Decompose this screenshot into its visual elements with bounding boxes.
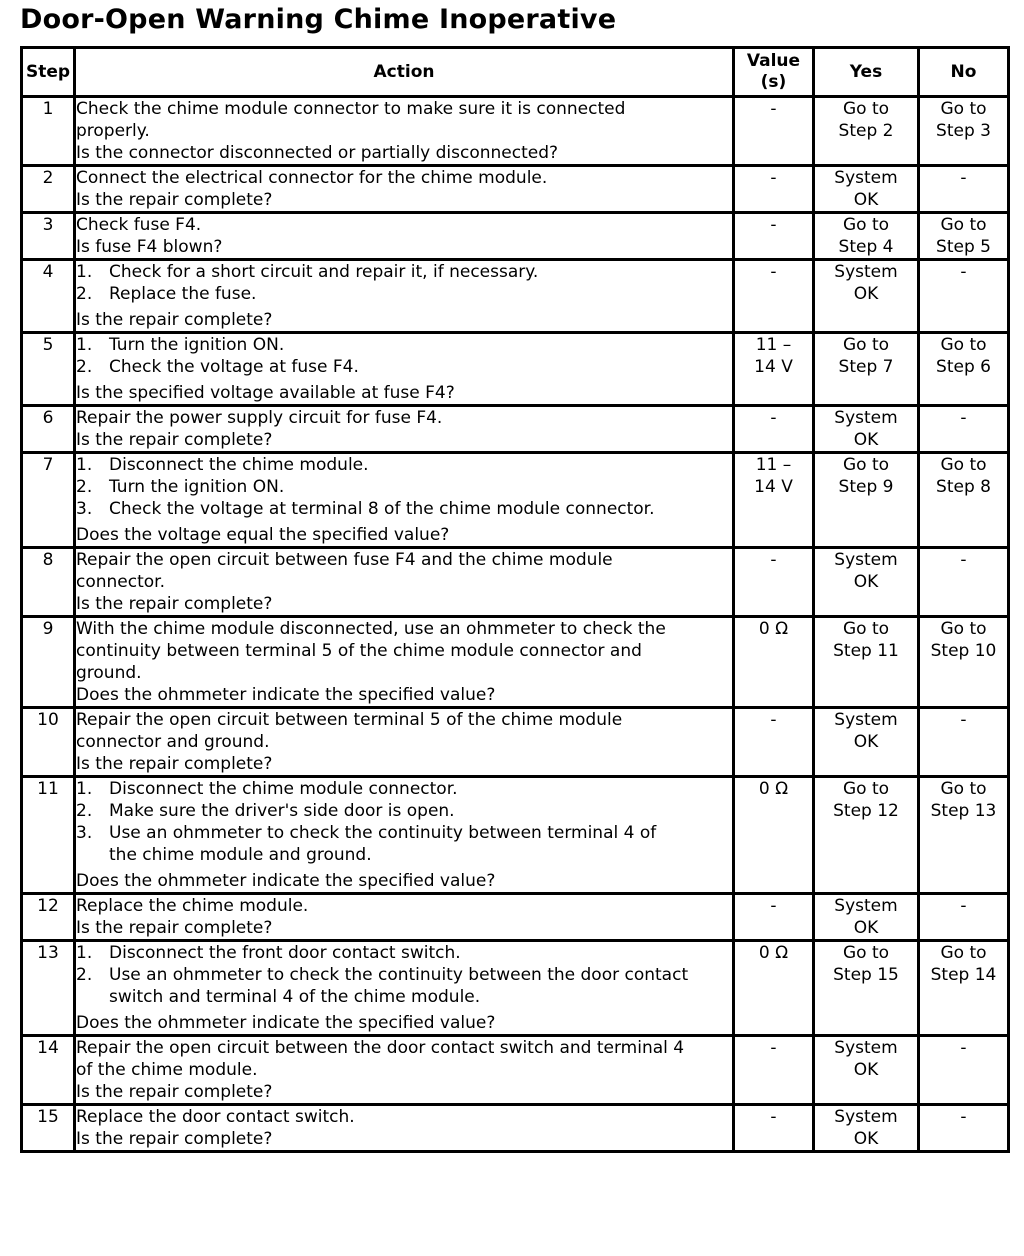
action-step-line: Replace the fuse. bbox=[109, 284, 257, 304]
yes-line: Go to bbox=[842, 619, 890, 639]
yes-line: Go to bbox=[842, 779, 890, 799]
value-cell bbox=[735, 709, 812, 775]
diagnostic-table bbox=[20, 46, 1010, 1153]
yes-line: OK bbox=[853, 1129, 879, 1149]
value-line: - bbox=[770, 896, 777, 916]
step-number-cell: 6 bbox=[23, 407, 73, 451]
value-line: 0 Ω bbox=[758, 619, 789, 639]
yes-cell bbox=[815, 214, 917, 258]
step-number-cell: 4 bbox=[23, 261, 73, 331]
table-row bbox=[23, 895, 1007, 939]
action-step-text bbox=[109, 498, 732, 520]
no-cell bbox=[920, 407, 1007, 451]
no-cell bbox=[920, 98, 1007, 164]
no-cell bbox=[920, 261, 1007, 331]
value-line: 11 – bbox=[755, 335, 792, 355]
header-step: Step bbox=[23, 49, 73, 95]
action-step-line: Use an ohmmeter to check the continuity between the door contact bbox=[109, 965, 689, 985]
value-line: - bbox=[770, 168, 777, 188]
no-cell bbox=[920, 942, 1007, 1034]
action-cell bbox=[76, 942, 732, 1034]
yes-line: Step 9 bbox=[838, 477, 894, 497]
table-row bbox=[23, 98, 1007, 164]
no-cell bbox=[920, 1037, 1007, 1103]
action-line: Check fuse F4. bbox=[76, 215, 202, 235]
action-cell bbox=[76, 167, 732, 211]
header-no: No bbox=[920, 49, 1007, 95]
yes-line: OK bbox=[853, 732, 879, 752]
table-body bbox=[23, 98, 1007, 1150]
action-line: Check the chime module connector to make sure it is connected bbox=[76, 99, 626, 119]
yes-line: OK bbox=[853, 284, 879, 304]
action-line: properly. bbox=[76, 121, 150, 141]
value-cell bbox=[735, 549, 812, 615]
no-line: Go to bbox=[940, 619, 987, 639]
yes-line: OK bbox=[853, 430, 879, 450]
action-step-line: Disconnect the front door contact switch. bbox=[109, 943, 461, 963]
action-line: With the chime module disconnected, use an ohmmeter to check the bbox=[76, 619, 666, 639]
no-line: - bbox=[960, 408, 967, 428]
value-line: 0 Ω bbox=[758, 779, 789, 799]
action-step-text bbox=[109, 800, 732, 822]
table-row bbox=[23, 407, 1007, 451]
action-line: Is the repair complete? bbox=[76, 430, 273, 450]
action-step-number: 1. bbox=[76, 335, 93, 355]
yes-line: System bbox=[834, 710, 898, 730]
action-question: Is the repair complete? bbox=[76, 310, 273, 330]
action-step-line: Use an ohmmeter to check the continuity between terminal 4 of bbox=[109, 823, 657, 843]
action-step-line: Disconnect the chime module. bbox=[109, 455, 369, 475]
no-line: Step 10 bbox=[930, 641, 997, 661]
action-step-line: Make sure the driver's side door is open. bbox=[109, 801, 455, 821]
action-line: Is the repair complete? bbox=[76, 1082, 273, 1102]
no-line: - bbox=[960, 262, 967, 282]
table-row bbox=[23, 214, 1007, 258]
action-step-line: Turn the ignition ON. bbox=[109, 477, 285, 497]
yes-cell bbox=[815, 261, 917, 331]
action-step-number: 1. bbox=[76, 943, 93, 963]
yes-line: System bbox=[834, 550, 898, 570]
yes-line: System bbox=[834, 168, 898, 188]
action-line: Is the repair complete? bbox=[76, 190, 273, 210]
yes-cell bbox=[815, 895, 917, 939]
value-cell bbox=[735, 1037, 812, 1103]
no-cell bbox=[920, 618, 1007, 706]
action-cell bbox=[76, 618, 732, 706]
yes-cell bbox=[815, 407, 917, 451]
table-row bbox=[23, 1037, 1007, 1103]
value-line: - bbox=[770, 1107, 777, 1127]
no-line: Go to bbox=[940, 455, 987, 475]
action-step-text bbox=[109, 454, 732, 476]
action-step-line: Turn the ignition ON. bbox=[109, 335, 285, 355]
action-step-number: 1. bbox=[76, 455, 93, 475]
header-action: Action bbox=[76, 49, 732, 95]
action-line: connector and ground. bbox=[76, 732, 270, 752]
yes-line: OK bbox=[853, 572, 879, 592]
no-cell bbox=[920, 214, 1007, 258]
yes-line: System bbox=[834, 1038, 898, 1058]
action-cell bbox=[76, 1037, 732, 1103]
action-step-item bbox=[76, 454, 732, 476]
no-line: Go to bbox=[940, 99, 987, 119]
value-cell bbox=[735, 167, 812, 211]
table-row bbox=[23, 261, 1007, 331]
value-cell bbox=[735, 618, 812, 706]
action-cell bbox=[76, 454, 732, 546]
yes-line: Go to bbox=[842, 335, 890, 355]
action-step-number: 3. bbox=[76, 499, 93, 519]
table-row bbox=[23, 778, 1007, 892]
action-step-item bbox=[76, 778, 732, 800]
yes-line: Go to bbox=[842, 455, 890, 475]
action-step-item bbox=[76, 283, 732, 305]
yes-line: OK bbox=[853, 190, 879, 210]
action-step-number: 2. bbox=[76, 284, 93, 304]
action-step-line: Check for a short circuit and repair it, if necessary. bbox=[109, 262, 539, 282]
value-cell bbox=[735, 214, 812, 258]
action-step-number: 2. bbox=[76, 357, 93, 377]
table-row bbox=[23, 334, 1007, 404]
step-number-cell: 11 bbox=[23, 778, 73, 892]
action-step-text bbox=[109, 822, 732, 866]
action-step-text bbox=[109, 334, 732, 356]
action-step-item bbox=[76, 964, 732, 1008]
no-line: - bbox=[960, 1107, 967, 1127]
header-yes: Yes bbox=[815, 49, 917, 95]
no-line: Step 14 bbox=[930, 965, 997, 985]
value-line: - bbox=[770, 408, 777, 428]
no-line: Go to bbox=[940, 215, 987, 235]
header-value bbox=[735, 49, 812, 95]
table-row bbox=[23, 618, 1007, 706]
step-number-cell: 8 bbox=[23, 549, 73, 615]
action-step-line: Check the voltage at terminal 8 of the chime module connector. bbox=[109, 499, 655, 519]
yes-line: System bbox=[834, 408, 898, 428]
action-line: continuity between terminal 5 of the chime module connector and bbox=[76, 641, 642, 661]
value-line: 14 V bbox=[754, 357, 793, 377]
value-cell bbox=[735, 778, 812, 892]
yes-line: OK bbox=[853, 1060, 879, 1080]
no-cell bbox=[920, 895, 1007, 939]
step-number-cell: 13 bbox=[23, 942, 73, 1034]
step-number-cell: 1 bbox=[23, 98, 73, 164]
action-step-item bbox=[76, 476, 732, 498]
action-line: of the chime module. bbox=[76, 1060, 258, 1080]
action-line: Repair the open circuit between fuse F4 and the chime module bbox=[76, 550, 613, 570]
yes-line: Step 12 bbox=[833, 801, 899, 821]
no-line: Go to bbox=[940, 943, 987, 963]
action-step-item bbox=[76, 498, 732, 520]
yes-line: Step 11 bbox=[833, 641, 899, 661]
no-line: - bbox=[960, 550, 967, 570]
action-line: ground. bbox=[76, 663, 142, 683]
yes-cell bbox=[815, 709, 917, 775]
action-step-line: the chime module and ground. bbox=[109, 845, 372, 865]
value-cell bbox=[735, 942, 812, 1034]
header-value-line2: (s) bbox=[760, 72, 787, 92]
step-number-cell: 7 bbox=[23, 454, 73, 546]
action-line: Repair the power supply circuit for fuse F4. bbox=[76, 408, 443, 428]
action-cell bbox=[76, 407, 732, 451]
action-step-number: 1. bbox=[76, 779, 93, 799]
yes-line: Go to bbox=[842, 215, 890, 235]
action-step-text bbox=[109, 261, 732, 283]
yes-cell bbox=[815, 618, 917, 706]
no-line: Step 3 bbox=[936, 121, 991, 141]
no-line: Step 6 bbox=[936, 357, 991, 377]
no-line: Go to bbox=[940, 335, 987, 355]
no-line: Go to bbox=[940, 779, 987, 799]
action-line: Is the repair complete? bbox=[76, 1129, 273, 1149]
action-step-text bbox=[109, 283, 732, 305]
step-number-cell: 14 bbox=[23, 1037, 73, 1103]
value-cell bbox=[735, 261, 812, 331]
no-cell bbox=[920, 778, 1007, 892]
no-line: - bbox=[960, 896, 967, 916]
step-number-cell: 9 bbox=[23, 618, 73, 706]
action-step-number: 2. bbox=[76, 965, 93, 985]
value-line: 0 Ω bbox=[758, 943, 789, 963]
no-line: Step 13 bbox=[930, 801, 997, 821]
step-number-cell: 2 bbox=[23, 167, 73, 211]
table-row bbox=[23, 454, 1007, 546]
action-step-number: 2. bbox=[76, 477, 93, 497]
action-step-item bbox=[76, 800, 732, 822]
yes-line: OK bbox=[853, 918, 879, 938]
no-line: - bbox=[960, 1038, 967, 1058]
action-question: Does the voltage equal the specified value? bbox=[76, 525, 450, 545]
action-step-item bbox=[76, 942, 732, 964]
action-step-text bbox=[109, 778, 732, 800]
action-line: Is the repair complete? bbox=[76, 754, 273, 774]
value-line: - bbox=[770, 1038, 777, 1058]
yes-line: System bbox=[834, 896, 898, 916]
action-line: Is fuse F4 blown? bbox=[76, 237, 223, 257]
action-cell bbox=[76, 778, 732, 892]
action-cell bbox=[76, 709, 732, 775]
action-step-text bbox=[109, 356, 732, 378]
action-question: Does the ohmmeter indicate the specified value? bbox=[76, 1013, 496, 1033]
action-step-line: Check the voltage at fuse F4. bbox=[109, 357, 359, 377]
yes-cell bbox=[815, 1037, 917, 1103]
yes-line: System bbox=[834, 1107, 898, 1127]
no-cell bbox=[920, 709, 1007, 775]
no-line: Step 8 bbox=[936, 477, 991, 497]
action-step-item bbox=[76, 356, 732, 378]
action-step-number: 3. bbox=[76, 823, 93, 843]
action-question: Is the specified voltage available at fuse F4? bbox=[76, 383, 455, 403]
yes-cell bbox=[815, 454, 917, 546]
step-number-cell: 12 bbox=[23, 895, 73, 939]
action-cell bbox=[76, 895, 732, 939]
action-step-item bbox=[76, 261, 732, 283]
action-step-item bbox=[76, 334, 732, 356]
step-number-cell: 15 bbox=[23, 1106, 73, 1150]
action-question: Does the ohmmeter indicate the specified value? bbox=[76, 871, 496, 891]
table-row bbox=[23, 942, 1007, 1034]
action-line: Is the connector disconnected or partially disconnected? bbox=[76, 143, 559, 163]
table-row bbox=[23, 709, 1007, 775]
action-cell bbox=[76, 98, 732, 164]
action-line: Replace the door contact switch. bbox=[76, 1107, 355, 1127]
no-cell bbox=[920, 1106, 1007, 1150]
yes-line: Go to bbox=[842, 943, 890, 963]
value-cell bbox=[735, 407, 812, 451]
action-step-item bbox=[76, 822, 732, 866]
action-step-line: switch and terminal 4 of the chime module. bbox=[109, 987, 481, 1007]
action-line: Replace the chime module. bbox=[76, 896, 309, 916]
action-cell bbox=[76, 549, 732, 615]
action-line: Is the repair complete? bbox=[76, 918, 273, 938]
action-line: Connect the electrical connector for the chime module. bbox=[76, 168, 548, 188]
yes-cell bbox=[815, 549, 917, 615]
table-header-row bbox=[23, 49, 1007, 95]
yes-line: Step 15 bbox=[833, 965, 899, 985]
action-step-line: Disconnect the chime module connector. bbox=[109, 779, 458, 799]
value-line: - bbox=[770, 710, 777, 730]
action-line: Does the ohmmeter indicate the specified value? bbox=[76, 685, 496, 705]
step-number-cell: 3 bbox=[23, 214, 73, 258]
yes-line: Step 2 bbox=[838, 121, 894, 141]
action-step-number: 2. bbox=[76, 801, 93, 821]
action-step-text bbox=[109, 476, 732, 498]
header-value-line1: Value bbox=[746, 51, 801, 71]
value-line: - bbox=[770, 262, 777, 282]
no-cell bbox=[920, 454, 1007, 546]
value-line: 11 – bbox=[755, 455, 792, 475]
no-line: - bbox=[960, 710, 967, 730]
action-line: connector. bbox=[76, 572, 166, 592]
yes-line: Step 4 bbox=[838, 237, 894, 257]
yes-line: System bbox=[834, 262, 898, 282]
action-line: Repair the open circuit between the door contact switch and terminal 4 bbox=[76, 1038, 685, 1058]
table-row bbox=[23, 167, 1007, 211]
action-cell bbox=[76, 261, 732, 331]
table-row bbox=[23, 1106, 1007, 1150]
yes-cell bbox=[815, 167, 917, 211]
step-number-cell: 10 bbox=[23, 709, 73, 775]
action-line: Is the repair complete? bbox=[76, 594, 273, 614]
value-line: - bbox=[770, 99, 777, 119]
action-step-number: 1. bbox=[76, 262, 93, 282]
action-step-text bbox=[109, 942, 732, 964]
yes-cell bbox=[815, 98, 917, 164]
no-cell bbox=[920, 334, 1007, 404]
yes-cell bbox=[815, 334, 917, 404]
action-line: Repair the open circuit between terminal 5 of the chime module bbox=[76, 710, 623, 730]
action-cell bbox=[76, 1106, 732, 1150]
value-cell bbox=[735, 98, 812, 164]
yes-line: Go to bbox=[842, 99, 890, 119]
value-cell bbox=[735, 454, 812, 546]
value-cell bbox=[735, 334, 812, 404]
value-line: - bbox=[770, 550, 777, 570]
value-line: - bbox=[770, 215, 777, 235]
yes-line: Step 7 bbox=[838, 357, 894, 377]
no-cell bbox=[920, 549, 1007, 615]
no-line: - bbox=[960, 168, 967, 188]
yes-cell bbox=[815, 942, 917, 1034]
value-cell bbox=[735, 1106, 812, 1150]
yes-cell bbox=[815, 778, 917, 892]
no-cell bbox=[920, 167, 1007, 211]
value-cell bbox=[735, 895, 812, 939]
table-row bbox=[23, 549, 1007, 615]
action-cell bbox=[76, 334, 732, 404]
value-line: 14 V bbox=[754, 477, 793, 497]
action-cell bbox=[76, 214, 732, 258]
no-line: Step 5 bbox=[936, 237, 991, 257]
step-number-cell: 5 bbox=[23, 334, 73, 404]
page-title: Door-Open Warning Chime Inoperative bbox=[20, 4, 617, 35]
yes-cell bbox=[815, 1106, 917, 1150]
action-step-text bbox=[109, 964, 732, 1008]
